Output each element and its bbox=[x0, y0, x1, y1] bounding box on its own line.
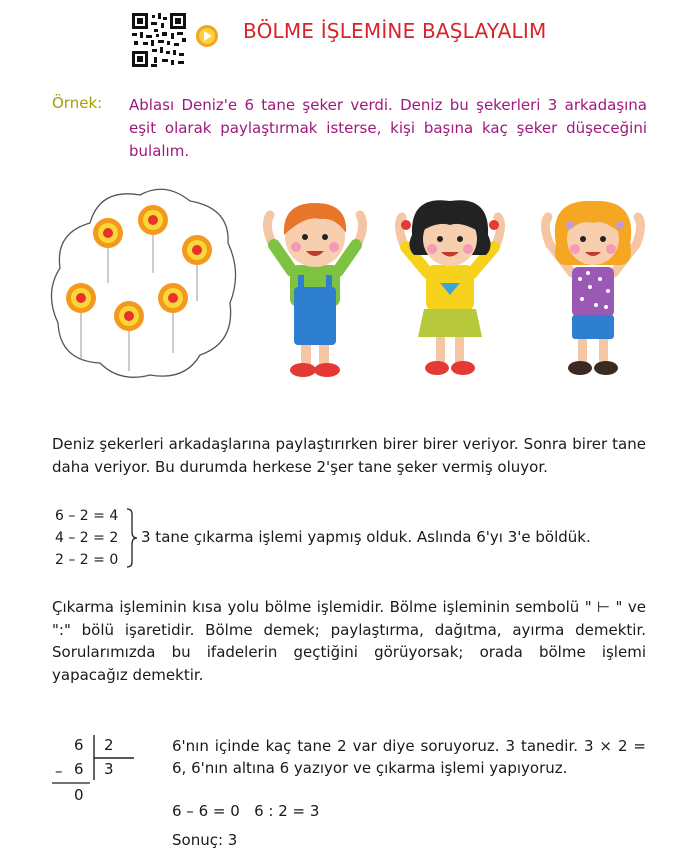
remainder: 0 bbox=[74, 786, 84, 804]
subtraction-line: 2 – 2 = 0 bbox=[55, 552, 119, 568]
paragraph-sharing: Deniz şekerleri arkadaşlarına paylaştırırken birer birer veriyor. Sonra birer tane daha veriyor. Bu durumda herkese 2'şer tane şeker vermiş oluyor. bbox=[52, 435, 646, 476]
subtraction-note: 3 tane çıkarma işlemi yapmış olduk. Aslında 6'yı 3'e böldük. bbox=[141, 528, 591, 546]
qr-code-icon bbox=[132, 13, 186, 67]
division-result: Sonuç: 3 bbox=[172, 831, 238, 849]
division-check: 6 – 6 = 0 6 : 2 = 3 bbox=[172, 802, 320, 820]
quotient: 3 bbox=[104, 760, 114, 778]
minus-sign: – bbox=[55, 762, 63, 780]
boy-icon bbox=[260, 195, 370, 385]
page-title: BÖLME İŞLEMİNE BAŞLAYALIM bbox=[243, 19, 547, 43]
example-text: Ablası Deniz'e 6 tane şeker verdi. Deniz bu şekerleri 3 arkadaşına eşit olarak paylaştırmak isterse, kişi başına kaç şeker düşeceğini bulalım. bbox=[129, 96, 647, 160]
girl-dark-hair-icon bbox=[390, 195, 510, 385]
lollipop-cloud-icon bbox=[50, 183, 240, 383]
play-button-icon[interactable] bbox=[195, 24, 219, 48]
subtracted-value: 6 bbox=[74, 760, 84, 778]
paragraph-division-definition: Çıkarma işleminin kısa yolu bölme işlemidir. Bölme işleminin sembolü " ⊢ " ve ":" bölü işaretidir. Bölme demek; paylaştırma, dağıtma, ayırma demektir. Sorularımızda bu ifadelerin geçtiğini görüyorsak; orada bölme işlemi yapacağız demektir. bbox=[52, 598, 646, 684]
divisor: 2 bbox=[104, 736, 114, 754]
subtraction-line: 4 – 2 = 2 bbox=[55, 530, 119, 546]
girl-blonde-icon bbox=[538, 195, 648, 385]
example-label: Örnek: bbox=[52, 94, 103, 112]
subtraction-line: 6 – 2 = 4 bbox=[55, 508, 119, 524]
division-explanation: 6'nın içinde kaç tane 2 var diye soruyoruz. 3 tanedir. 3 × 2 = 6, 6'nın altına 6 yazıyor ve çıkarma işlemi yapıyoruz. bbox=[172, 737, 646, 777]
dividend: 6 bbox=[74, 736, 84, 754]
division-bracket-icon bbox=[50, 734, 140, 790]
right-brace-icon bbox=[125, 508, 139, 568]
